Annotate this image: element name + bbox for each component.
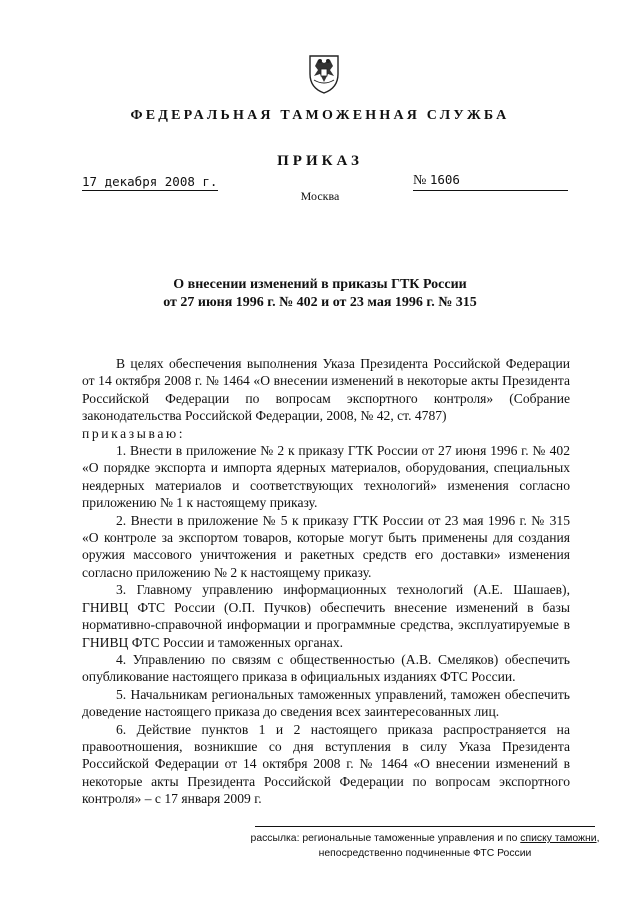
- document-title: [100, 276, 540, 312]
- order-word: приказываю:: [82, 425, 186, 441]
- document-type-heading: ПРИКАЗ: [277, 153, 363, 169]
- document-city: Москва: [300, 189, 340, 203]
- coat-of-arms-icon: [304, 52, 344, 96]
- document-number: 1606: [429, 172, 460, 187]
- distribution-line-1: [245, 831, 605, 846]
- distribution-prefix: рассылка: региональные таможенные управления и по: [250, 833, 521, 844]
- order-item-6: 6. Действие пунктов 1 и 2 настоящего приказа распространяется на правоотношения, возникшие со дня вступления в силу Указа Президента Российской Федерации от 14 октября 2008 г. № 1464 «О внесении изменений в некоторые акты Президента Российской Федерации по вопросам экспортного контроля» – с 17 января 2009 г.: [82, 721, 570, 807]
- title-line-1: О внесении изменений в приказы ГТК России: [173, 277, 467, 292]
- distribution-divider: [255, 826, 595, 827]
- order-item-3: 3. Главному управлению информационных технологий (А.Е. Шашаев), ГНИВЦ ФТС России (О.П. Пучков) обеспечить внесение изменений в базы нормативно-справочной информации и программные средства, эксплуатируемые в ГНИВЦ ФТС России и таможенных органах.: [82, 582, 570, 650]
- document-body: [82, 355, 570, 808]
- order-directive: [82, 425, 570, 442]
- distribution-line-2: непосредственно подчиненные ФТС России: [318, 848, 532, 859]
- distribution-suffix: ,: [596, 833, 600, 844]
- document-date: 17 декабря 2008 г.: [82, 174, 218, 189]
- order-item-1: 1. Внести в приложение № 2 к приказу ГТК России от 27 июня 1996 г. № 402 «О порядке экспорта и импорта ядерных материалов, оборудования, специальных неядерных материалов и соответствующих технологий» изменения согласно приложению № 1 к настоящему приказу.: [82, 443, 570, 511]
- distribution-list: [245, 831, 605, 861]
- distribution-link[interactable]: списку таможни: [520, 833, 597, 844]
- number-label: №: [413, 173, 427, 188]
- agency-name: ФЕДЕРАЛЬНАЯ ТАМОЖЕННАЯ СЛУЖБА: [130, 108, 510, 123]
- order-item-4: 4. Управлению по связям с общественностью (А.В. Смеляков) обеспечить опубликование настоящего приказа в официальных изданиях ФТС России.: [82, 651, 570, 685]
- title-line-2: от 27 июня 1996 г. № 402 и от 23 мая 1996 г. № 315: [163, 295, 477, 310]
- order-item-5: 5. Начальникам региональных таможенных управлений, таможен обеспечить доведение настоящего приказа до сведения всех заинтересованных лиц.: [82, 686, 570, 720]
- order-item-2: 2. Внести в приложение № 5 к приказу ГТК России от 23 мая 1996 г. № 315 «О контроле за экспортом товаров, которые могут быть применены для создания оружия массового уничтожения и ракетных средств его доставки» изменения согласно приложению № 2 к настоящему приказу.: [82, 512, 570, 580]
- preamble-paragraph: В целях обеспечения выполнения Указа Президента Российской Федерации от 14 октября 2008 г. № 1464 «О внесении изменений в некоторые акты Президента Российской Федерации по вопросам экспортного контроля» (Собрание законодательства Российской Федерации, 2008, № 42, ст. 4787): [82, 356, 570, 424]
